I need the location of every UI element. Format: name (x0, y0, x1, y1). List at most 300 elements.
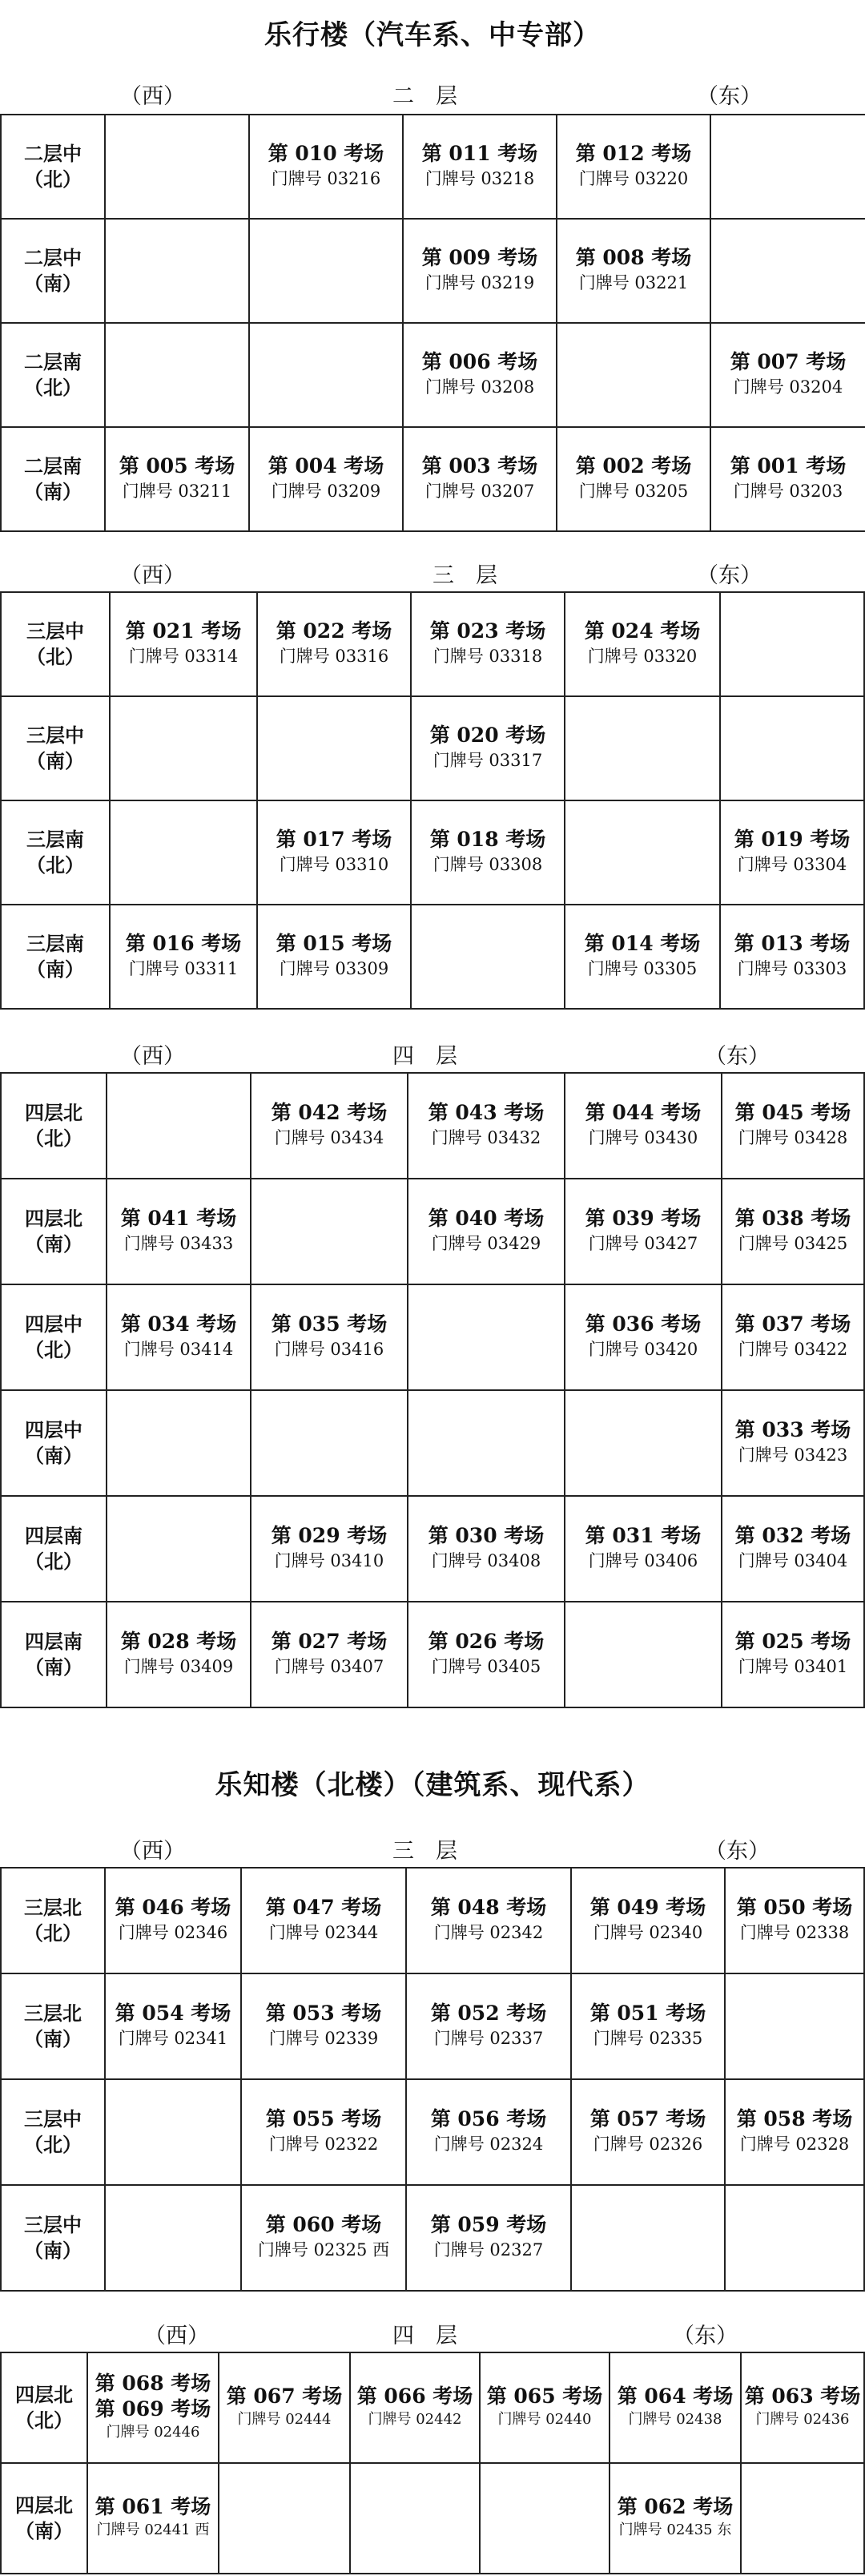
exam-room-number: 第 036 考场 (585, 1312, 702, 1336)
row-label-line: （北） (24, 1921, 82, 1945)
exam-room-cell (257, 800, 411, 905)
exam-room-number: 第 017 考场 (276, 827, 392, 851)
exam-room-cell (557, 219, 710, 323)
row-label (1, 1284, 107, 1390)
exam-room (242, 2212, 405, 2264)
exam-room-cell (565, 1179, 722, 1284)
door-number: 门牌号 03423 (738, 1445, 848, 1465)
exam-room-number: 第 034 考场 (120, 1312, 237, 1336)
table-row (1, 1496, 864, 1602)
exam-room-cell (411, 696, 565, 800)
exam-room-number: 第 014 考场 (584, 931, 701, 955)
row-label (1, 2352, 87, 2463)
door-number: 门牌号 03318 (432, 646, 543, 666)
exam-room (408, 1206, 564, 1258)
row-label-line: 四层北 (15, 2493, 73, 2517)
exam-room-number: 第 019 考场 (734, 827, 851, 851)
exam-room (404, 141, 556, 193)
door-number: 门牌号 03410 (274, 1550, 384, 1570)
row-label-line: （南） (26, 749, 84, 772)
empty-cell (219, 2463, 350, 2574)
exam-room-number: 第 041 考场 (120, 1206, 237, 1230)
empty-cell (480, 2463, 610, 2574)
row-label (1, 592, 110, 696)
exam-room-cell (725, 1868, 864, 1973)
row-label-line: （北） (24, 376, 82, 399)
exam-room-cell (249, 115, 403, 219)
exam-room (711, 454, 865, 506)
door-number: 门牌号 02438 (628, 2411, 722, 2429)
row-label-line: （南） (24, 480, 82, 503)
exam-room-cell (257, 592, 411, 696)
exam-room (572, 2106, 724, 2159)
row-label-line: （北） (26, 853, 84, 877)
row-label-line: （北） (24, 167, 82, 191)
door-number: 门牌号 03207 (424, 481, 535, 501)
exam-room-cell (241, 1868, 406, 1973)
exam-room (722, 1100, 863, 1152)
door-number: 门牌号 03422 (738, 1339, 848, 1359)
row-label-line: 三层北 (24, 1895, 82, 1919)
door-number: 门牌号 02436 (755, 2411, 850, 2429)
exam-room-cell (565, 1073, 722, 1179)
exam-room-number: 第 006 考场 (421, 349, 538, 373)
row-label (1, 2463, 87, 2574)
door-number: 门牌号 02335 (593, 2028, 703, 2048)
door-number: 门牌号 03427 (588, 1233, 698, 1253)
exam-room-number: 第 032 考场 (734, 1523, 851, 1547)
floor-table (0, 114, 865, 532)
door-number: 门牌号 03221 (578, 272, 689, 292)
door-number: 门牌号 03407 (274, 1656, 384, 1676)
exam-room (412, 619, 564, 671)
exam-room-number: 第 010 考场 (268, 141, 384, 165)
exam-room-number: 第 057 考场 (589, 2106, 706, 2131)
door-number: 门牌号 03218 (424, 168, 535, 188)
exam-room-number: 第 043 考场 (428, 1100, 545, 1124)
exam-room-cell (350, 2352, 480, 2463)
west-label: （西） (120, 563, 185, 588)
exam-room-number: 第 007 考场 (730, 349, 847, 373)
exam-room (412, 723, 564, 775)
empty-cell (105, 115, 249, 219)
door-number: 门牌号 03420 (588, 1339, 698, 1359)
exam-room (565, 619, 719, 671)
exam-room (258, 931, 410, 983)
exam-room-number: 第 052 考场 (430, 2001, 547, 2025)
door-number: 门牌号 03406 (588, 1550, 698, 1570)
table-row (1, 1073, 864, 1179)
exam-room (258, 619, 410, 671)
empty-cell (251, 1179, 408, 1284)
east-label: （东） (705, 1044, 770, 1069)
exam-room-number: 第 015 考场 (276, 931, 392, 955)
row-label (1, 905, 110, 1009)
building-title: 乐行楼（汽车系、中专部） (264, 19, 601, 51)
exam-room-number: 第 022 考场 (276, 619, 392, 643)
door-number: 门牌号 02338 (739, 1922, 850, 1942)
exam-room (251, 1100, 407, 1152)
building-title: 乐知楼（北楼）（建筑系、现代系） (215, 1769, 650, 1801)
floor-label: 四 层 (392, 2324, 457, 2348)
empty-cell (105, 323, 249, 427)
empty-cell (110, 696, 257, 800)
exam-room (722, 1312, 863, 1364)
door-number: 门牌号 02435 东 (618, 2522, 732, 2539)
exam-room-cell (565, 1284, 722, 1390)
exam-room-cell (105, 1973, 241, 2079)
exam-room (407, 1895, 570, 1947)
door-number: 门牌号 02346 (118, 1922, 228, 1942)
row-label-line: 四层南 (25, 1629, 82, 1653)
exam-room (351, 2384, 479, 2432)
empty-cell (565, 696, 720, 800)
door-number: 门牌号 03303 (737, 958, 847, 978)
exam-room-number: 第 005 考场 (119, 454, 235, 478)
floor-label: 三 层 (392, 1839, 457, 1864)
table-row (1, 1179, 864, 1284)
exam-room-number: 第 045 考场 (734, 1100, 851, 1124)
table-row (1, 1973, 864, 2079)
row-label-line: 三层中 (24, 2212, 82, 2236)
exam-room-cell (406, 1973, 571, 2079)
exam-room-number: 第 065 考场 (486, 2384, 603, 2408)
exam-room (408, 1523, 564, 1575)
exam-room-number: 第 050 考场 (736, 1895, 853, 1919)
exam-room-cell (722, 1496, 864, 1602)
east-label: （东） (705, 1839, 770, 1864)
exam-room (106, 1895, 240, 1947)
exam-room-number: 第 056 考场 (430, 2106, 547, 2131)
exam-room-cell (565, 592, 720, 696)
exam-room-number: 第 044 考场 (585, 1100, 702, 1124)
exam-room-cell (406, 2185, 571, 2291)
door-number: 门牌号 03416 (274, 1339, 384, 1359)
row-label (1, 1496, 107, 1602)
door-number: 门牌号 03204 (733, 377, 843, 397)
exam-room-number: 第 069 考场 (95, 2397, 211, 2421)
exam-room (404, 349, 556, 401)
door-number: 门牌号 03308 (432, 854, 543, 874)
exam-room-number: 第 033 考场 (734, 1417, 851, 1441)
row-label-line: （南） (15, 2519, 73, 2542)
exam-room-cell (110, 905, 257, 1009)
row-label-line: 二层中 (24, 245, 82, 269)
exam-room-number: 第 028 考场 (120, 1629, 237, 1653)
exam-room (408, 1100, 564, 1152)
door-number: 门牌号 02325 西 (257, 2239, 390, 2260)
door-number: 门牌号 02322 (268, 2134, 379, 2154)
row-label-line: 三层北 (24, 2001, 82, 2025)
exam-room-number: 第 053 考场 (265, 2001, 382, 2025)
exam-room (107, 1629, 250, 1681)
door-number: 门牌号 03304 (737, 854, 847, 874)
table-row (1, 2352, 864, 2463)
exam-room-number: 第 063 考场 (744, 2384, 861, 2408)
exam-room-cell (557, 115, 710, 219)
floor-table (0, 2352, 865, 2574)
empty-cell (105, 2079, 241, 2185)
exam-room-cell (87, 2463, 219, 2574)
exam-room-cell (403, 219, 557, 323)
exam-room-number: 第 016 考场 (125, 931, 242, 955)
row-label-line: （南） (24, 2027, 82, 2050)
exam-room (565, 1100, 721, 1152)
door-number: 门牌号 02340 (593, 1922, 703, 1942)
floor-label: 三 层 (432, 563, 497, 588)
exam-room (481, 2384, 609, 2432)
door-number: 门牌号 03432 (431, 1127, 541, 1147)
door-number: 门牌号 03409 (123, 1656, 234, 1676)
exam-room-number: 第 012 考场 (575, 141, 692, 165)
exam-room-cell (408, 1179, 565, 1284)
exam-room-cell (251, 1496, 408, 1602)
door-number: 门牌号 03317 (432, 750, 543, 770)
row-label-line: （南） (25, 1232, 82, 1256)
row-label-line: （南） (25, 1444, 82, 1467)
table-row (1, 1868, 864, 1973)
floor-label: 四 层 (392, 1044, 457, 1069)
empty-cell (571, 2185, 725, 2291)
empty-cell (565, 800, 720, 905)
exam-room (557, 141, 710, 193)
exam-room (407, 2001, 570, 2053)
exam-room-cell (722, 1179, 864, 1284)
empty-cell (110, 800, 257, 905)
empty-cell (350, 2463, 480, 2574)
exam-room-cell (710, 427, 865, 531)
row-label-line: 四层北 (25, 1206, 82, 1230)
door-number: 门牌号 03305 (587, 958, 698, 978)
exam-room-number: 第 040 考场 (428, 1206, 545, 1230)
exam-room-cell (87, 2352, 219, 2463)
exam-room-cell (241, 2079, 406, 2185)
exam-room (572, 1895, 724, 1947)
door-number: 门牌号 02326 (593, 2134, 703, 2154)
exam-room-number: 第 046 考场 (115, 1895, 231, 1919)
exam-room-cell (241, 2185, 406, 2291)
door-number: 门牌号 02440 (497, 2411, 592, 2429)
table-row (1, 323, 865, 427)
exam-room-cell (219, 2352, 350, 2463)
exam-room-number: 第 049 考场 (589, 1895, 706, 1919)
exam-room-cell (725, 2079, 864, 2185)
exam-room (565, 1312, 721, 1364)
exam-room-cell (257, 905, 411, 1009)
exam-room (107, 1206, 250, 1258)
exam-room (250, 454, 402, 506)
exam-room-cell (403, 323, 557, 427)
door-number: 门牌号 03414 (123, 1339, 234, 1359)
row-label-line: 三层中 (26, 723, 84, 747)
floor-table (0, 1072, 865, 1708)
exam-room-cell (403, 427, 557, 531)
door-number: 门牌号 03430 (588, 1127, 698, 1147)
exam-room (106, 2001, 240, 2053)
exam-room-number: 第 067 考场 (226, 2384, 343, 2408)
row-label-line: 四层北 (25, 1100, 82, 1124)
door-number: 门牌号 02442 (368, 2411, 462, 2429)
exam-room-cell (107, 1179, 251, 1284)
exam-room (722, 1206, 863, 1258)
row-label (1, 1602, 107, 1707)
exam-room-cell (610, 2352, 741, 2463)
exam-room (711, 349, 865, 401)
door-number: 门牌号 02341 (118, 2028, 228, 2048)
exam-room-cell (722, 1390, 864, 1496)
row-label-line: 三层南 (26, 931, 84, 955)
row-label (1, 800, 110, 905)
exam-room-cell (408, 1073, 565, 1179)
row-label-line: 四层中 (25, 1417, 82, 1441)
exam-room (111, 931, 256, 983)
empty-cell (107, 1390, 251, 1496)
exam-room-number: 第 068 考场 (95, 2372, 211, 2396)
exam-room-cell (105, 427, 249, 531)
west-label: （西） (120, 1839, 185, 1864)
exam-room-cell (110, 592, 257, 696)
exam-room-cell (408, 1602, 565, 1707)
exam-room-cell (406, 2079, 571, 2185)
empty-cell (249, 219, 403, 323)
door-number: 门牌号 03320 (587, 646, 698, 666)
exam-room-cell (565, 905, 720, 1009)
exam-room (412, 827, 564, 879)
table-row (1, 905, 864, 1009)
exam-room-number: 第 023 考场 (429, 619, 546, 643)
door-number: 门牌号 02324 (433, 2134, 544, 2154)
door-number: 门牌号 03203 (733, 481, 843, 501)
exam-room (219, 2384, 349, 2432)
empty-cell (720, 592, 864, 696)
door-number: 门牌号 03220 (578, 168, 689, 188)
exam-room-cell (406, 1868, 571, 1973)
exam-room-cell (249, 427, 403, 531)
row-label-line: （北） (24, 2133, 82, 2156)
door-number: 门牌号 03311 (128, 958, 239, 978)
empty-cell (251, 1390, 408, 1496)
exam-room (407, 2106, 570, 2159)
empty-cell (105, 219, 249, 323)
table-row (1, 219, 865, 323)
exam-room-number: 第 062 考场 (617, 2494, 734, 2518)
exam-room-number: 第 060 考场 (265, 2212, 382, 2236)
empty-cell (408, 1284, 565, 1390)
row-label (1, 2185, 105, 2291)
exam-room-number: 第 039 考场 (585, 1206, 702, 1230)
door-number: 门牌号 03208 (424, 377, 535, 397)
door-number: 门牌号 03401 (738, 1656, 848, 1676)
empty-cell (411, 905, 565, 1009)
exam-room (610, 2494, 740, 2542)
empty-cell (710, 115, 865, 219)
exam-room-cell (610, 2463, 741, 2574)
exam-room-cell (411, 800, 565, 905)
table-row (1, 592, 864, 696)
door-number: 门牌号 03428 (738, 1127, 848, 1147)
door-number: 门牌号 03219 (424, 272, 535, 292)
row-label (1, 1390, 107, 1496)
exam-room (721, 931, 863, 983)
door-number: 门牌号 02339 (268, 2028, 379, 2048)
row-label-line: 四层中 (25, 1312, 82, 1336)
exam-room-cell (480, 2352, 610, 2463)
exam-room (610, 2384, 740, 2432)
table-row (1, 800, 864, 905)
door-number: 门牌号 03408 (431, 1550, 541, 1570)
exam-room (721, 827, 863, 879)
exam-room-number: 第 025 考场 (734, 1629, 851, 1653)
exam-room-number: 第 031 考场 (585, 1523, 702, 1547)
door-number: 门牌号 02342 (433, 1922, 544, 1942)
west-label: （西） (120, 84, 185, 109)
exam-room (565, 1523, 721, 1575)
exam-room (722, 1523, 863, 1575)
exam-room-number: 第 054 考场 (115, 2001, 231, 2025)
exam-room (557, 245, 710, 297)
exam-room-cell (403, 115, 557, 219)
exam-room-number: 第 035 考场 (271, 1312, 388, 1336)
row-label-line: （南） (25, 1655, 82, 1679)
empty-cell (249, 323, 403, 427)
exam-room (565, 1206, 721, 1258)
exam-room-number: 第 009 考场 (421, 245, 538, 269)
exam-room-number: 第 051 考场 (589, 2001, 706, 2025)
exam-room-number: 第 027 考场 (271, 1629, 388, 1653)
exam-room (251, 1312, 407, 1364)
exam-room-cell (557, 427, 710, 531)
table-row (1, 2185, 864, 2291)
exam-room (726, 1895, 863, 1947)
exam-room (111, 619, 256, 671)
row-label-line: 二层南 (24, 454, 82, 478)
exam-room-cell (722, 1602, 864, 1707)
floor-label: 二 层 (392, 84, 457, 109)
empty-cell (710, 219, 865, 323)
exam-room (251, 1629, 407, 1681)
empty-cell (565, 1390, 722, 1496)
exam-room-cell (107, 1602, 251, 1707)
row-label-line: （南） (24, 2239, 82, 2262)
exam-room-cell (565, 1496, 722, 1602)
row-label-line: （北） (15, 2409, 73, 2432)
exam-room-cell (241, 1973, 406, 2079)
west-label: （西） (120, 1044, 185, 1069)
exam-room-number: 第 038 考场 (734, 1206, 851, 1230)
exam-room-number: 第 059 考场 (430, 2212, 547, 2236)
exam-room-cell (408, 1496, 565, 1602)
exam-room (258, 827, 410, 879)
row-label-line: （北） (26, 645, 84, 668)
door-number: 门牌号 03404 (738, 1550, 848, 1570)
exam-room-cell (107, 1284, 251, 1390)
exam-room-number: 第 021 考场 (125, 619, 242, 643)
table-row (1, 1284, 864, 1390)
exam-room-cell (571, 1868, 725, 1973)
exam-room (88, 2494, 218, 2542)
exam-room-number: 第 011 考场 (421, 141, 538, 165)
row-label-line: （北） (25, 1550, 82, 1573)
door-number: 门牌号 02337 (433, 2028, 544, 2048)
door-number: 门牌号 03433 (123, 1233, 234, 1253)
door-number: 门牌号 03211 (122, 481, 232, 501)
row-label-line: （南） (26, 957, 84, 981)
table-row (1, 1602, 864, 1707)
exam-room-number: 第 004 考场 (268, 454, 384, 478)
floor-table (0, 1867, 865, 2292)
row-label (1, 115, 105, 219)
exam-room (242, 2106, 405, 2159)
